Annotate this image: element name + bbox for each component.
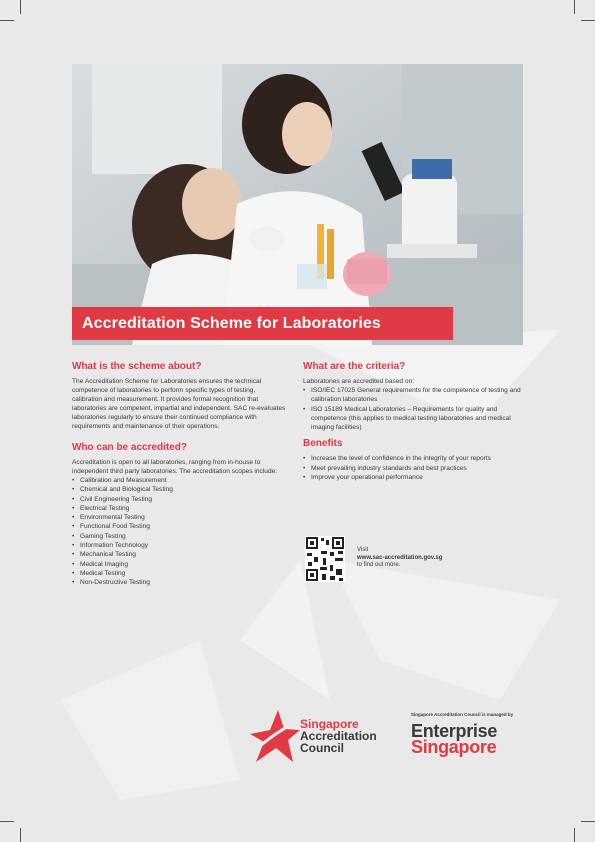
scope-list [72,476,287,588]
es-line2: Singapore [411,737,497,757]
crop-mark [581,821,595,822]
list-item: • Electrical Testing [72,504,287,513]
crop-mark [0,20,14,21]
page-title: Accreditation Scheme for Laboratories [72,307,453,340]
list-item: • Increase the level of confidence in the integrity of your reports [303,454,525,463]
sac-line1: Singapore [300,717,359,731]
list-item: • Non-Destructive Testing [72,578,287,587]
section-heading: What is the scheme about? [72,361,202,372]
section-body: Laboratories are accredited based on: [303,378,415,385]
list-item: • ISO 15189 Medical Laboratories – Requirements for quality and competence (this applies to medical testing laboratories and medical imaging facilities) [303,405,525,433]
visit-block [305,536,525,584]
list-item: • ISO/IEC 17025 General requirements for the competence of testing and calibration laboratories [303,386,525,405]
benefits-list [303,454,525,482]
section-heading: What are the criteria? [303,361,406,372]
list-item: • Medical Testing [72,569,287,578]
section-heading: Who can be accredited? [72,442,188,453]
section-heading: Benefits [303,438,343,450]
list-item: • Chemical and Biological Testing [72,485,287,494]
list-item: • Civil Engineering Testing [72,495,287,504]
managed-by-label: Singapore Accreditation Council is managed by [411,712,514,717]
qr-code-icon[interactable] [305,536,345,582]
sac-line2: Accreditation [300,729,377,743]
right-column [303,361,525,488]
crop-mark [20,828,21,842]
enterprise-singapore-logo [411,723,497,755]
benefits-section [303,438,525,482]
left-column [72,361,287,594]
criteria-list [303,386,525,432]
visit-suffix: to find out more. [357,562,401,569]
criteria-section [303,361,525,432]
sac-line3: Council [300,741,344,755]
crop-mark [20,0,21,14]
visit-text [357,547,442,570]
list-item: • Medical Imaging [72,560,287,569]
crop-mark [581,20,595,21]
list-item: • Meet prevailing industry standards and best practices [303,464,525,473]
list-item: • Functional Food Testing [72,522,287,531]
who-accredited-section [72,442,287,588]
list-item: • Gaming Testing [72,532,287,541]
es-line1: Enterprise [411,721,498,741]
section-body: Accreditation is open to all laboratories, ranging from in-house to independent third party laboratories. The accreditation scopes include: [72,459,278,475]
crop-mark [574,828,575,842]
sac-logo-text [300,718,377,754]
section-body: The Accreditation Scheme for Laboratories ensures the technical competence of laboratories to perform specific types of testing, calibration and measurement. It provides formal recognition that laboratories are competent, impartial and independent. SAC re-evaluates laboratories regularly to ensure their continued compliance with requirements and maintenance of their operations. [72,378,286,430]
list-item: • Information Technology [72,541,287,550]
list-item: • Mechanical Testing [72,550,287,559]
crop-mark [0,821,14,822]
list-item: • Calibration and Measurement [72,476,287,485]
list-item: • Improve your operational performance [303,473,525,482]
list-item: • Environmental Testing [72,513,287,522]
laboratory-photo [72,64,523,345]
visit-label: Visit [357,547,369,553]
scheme-about-section [72,361,287,431]
website-link[interactable]: www.sac-accreditation.gov.sg [357,554,443,561]
crop-mark [574,0,575,14]
